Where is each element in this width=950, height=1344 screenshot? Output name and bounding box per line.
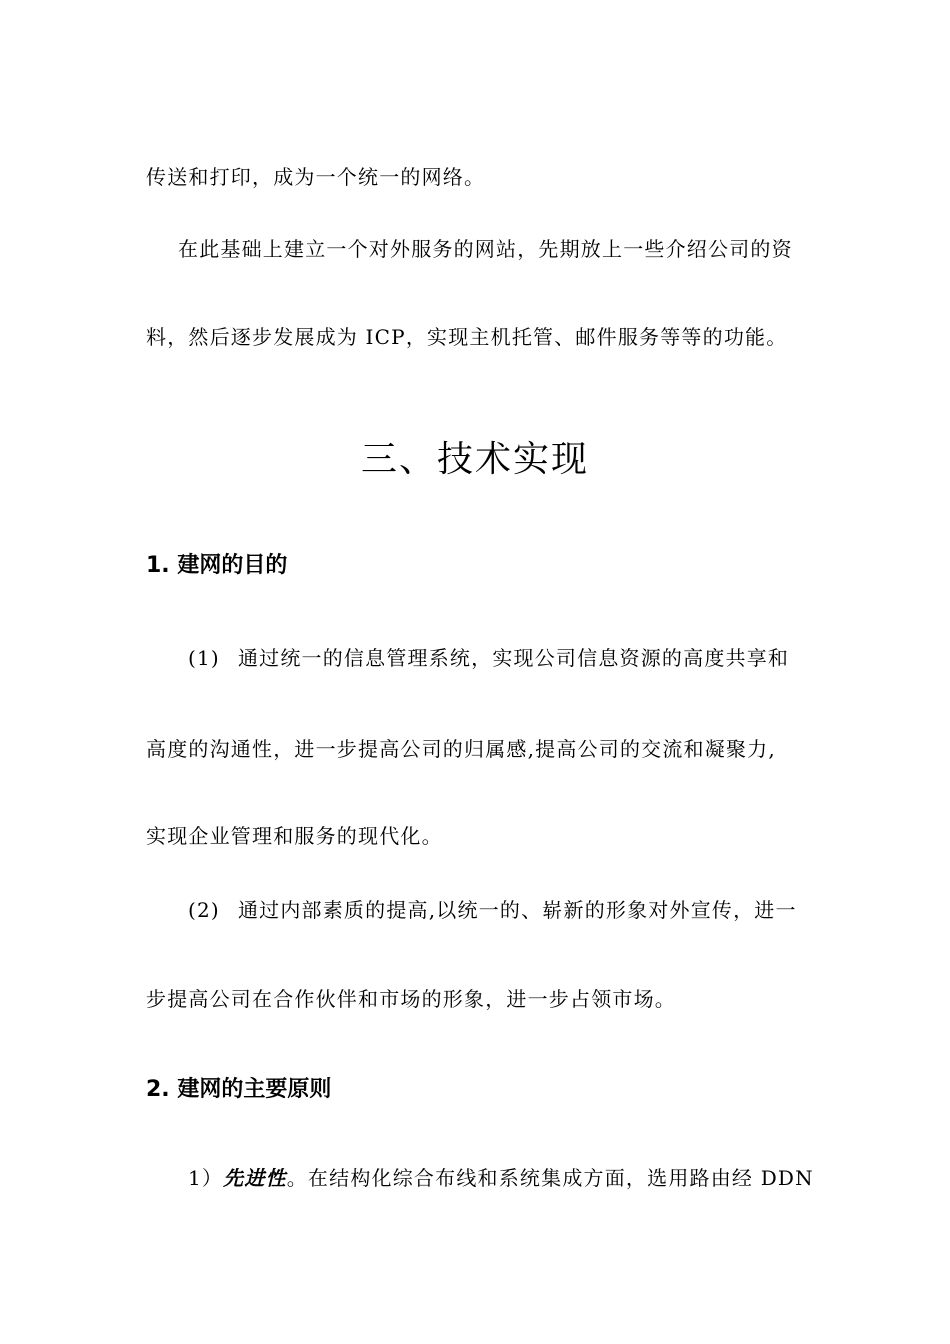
- paragraph-line: 高度的沟通性，进一步提高公司的归属感,提高公司的交流和凝聚力,: [146, 737, 776, 761]
- list-item-number: (1): [188, 646, 220, 670]
- paragraph-line: 料，然后逐步发展成为 ICP，实现主机托管、邮件服务等等的功能。: [146, 325, 788, 349]
- list-item-line: [188, 646, 789, 670]
- list-item-line: [188, 1166, 814, 1190]
- paragraph-line: 传送和打印，成为一个统一的网络。: [146, 165, 486, 189]
- subsection-heading: 2. 建网的主要原则: [146, 1077, 332, 1102]
- paragraph-line: 步提高公司在合作伙伴和市场的形象，进一步占领市场。: [146, 987, 676, 1011]
- paragraph-line: 在此基础上建立一个对外服务的网站，先期放上一些介绍公司的资: [178, 237, 793, 261]
- emphasized-term: 先进性: [223, 1166, 287, 1190]
- paragraph-line: 实现企业管理和服务的现代化。: [146, 824, 443, 848]
- list-item-number: 1）: [188, 1166, 224, 1190]
- list-item-number: (2): [188, 898, 220, 922]
- list-item-line: [188, 898, 797, 922]
- list-item-text: 通过统一的信息管理系统，实现公司信息资源的高度共享和: [237, 646, 790, 670]
- list-item-text: 通过内部素质的提高,以统一的、崭新的形象对外宣传，进一: [237, 898, 797, 922]
- subsection-heading: 1. 建网的目的: [146, 553, 288, 578]
- list-item-text: 。在结构化综合布线和系统集成方面，选用路由经 DDN: [286, 1166, 814, 1190]
- section-title: 三、技术实现: [360, 439, 589, 480]
